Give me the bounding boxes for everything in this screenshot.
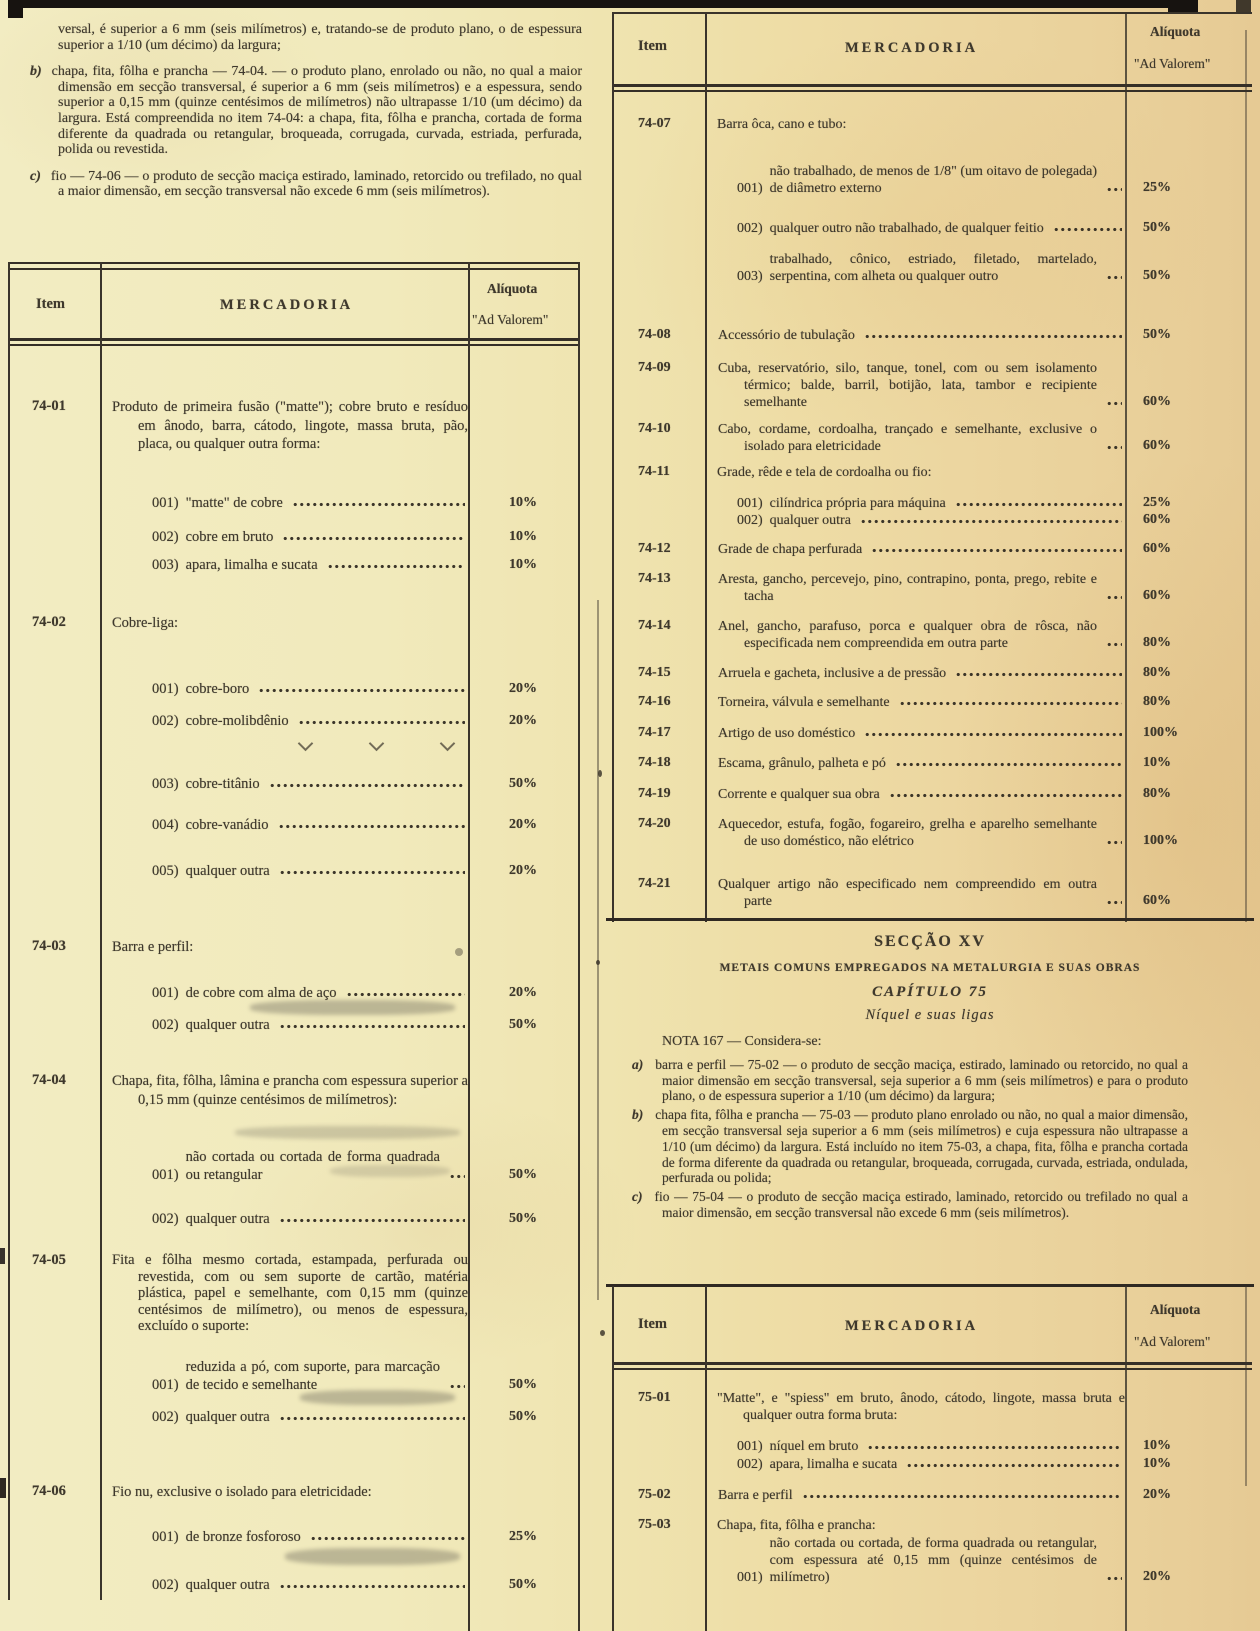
table-subrow <box>8 1408 578 1426</box>
rate-value: 50% <box>1143 268 1171 283</box>
page-fold-line <box>597 600 599 1300</box>
dotted-leader <box>1106 898 1122 907</box>
row-description: Chapa, fita, fôlha e prancha: <box>717 1518 876 1533</box>
table-subrow <box>608 1535 1252 1586</box>
nota-item-a <box>632 1057 1188 1104</box>
dotted-leader <box>310 1534 465 1543</box>
item-code: 75-03 <box>638 1517 671 1532</box>
item-code: 74-19 <box>638 786 671 801</box>
row-description: Fio nu, exclusive o isolado para eletricidade: <box>112 1484 372 1500</box>
sub-item-code: 001) <box>152 1167 179 1183</box>
row-description: Artigo de uso doméstico <box>718 726 856 741</box>
sub-item-text: cilíndrica própria para máquina <box>769 496 946 511</box>
table-subrow <box>8 1358 578 1394</box>
intro-item-text: chapa, fita, fôlha e prancha — 74-04. — o produto plano, enrolado ou não, no qual a maior dimensão em secção transversal, é superior a 6 mm (seis milímetros) e a espessura, sendo superior a 0,15 mm (quinze centésimos de milímetros) não ultrapasse 1/10 (um décimo) da largura. Está compreendida no item 74-04: a chapa, fita, fôlha e prancha, cortada de forma diferente da quadrada ou retangular, broqueada, corrugada, curvada, estriada, perfurada, polida ou revestida. <box>51 64 582 158</box>
nota-item-c <box>632 1189 1188 1221</box>
item-code: 74-16 <box>638 694 671 709</box>
sub-item-text: de bronze fosforoso <box>185 1529 301 1545</box>
sub-item-text: reduzida a pó, com suporte, para marcação de tecido e semelhante <box>185 1359 440 1393</box>
row-description: Grade de chapa perfurada <box>718 542 863 557</box>
scan-smudge <box>235 1126 460 1139</box>
sub-item-text: não cortada ou cortada de forma quadrada ou retangular <box>185 1149 440 1183</box>
table-row <box>608 1487 1252 1504</box>
table-subrow <box>8 816 578 834</box>
column-header-advalorem: "Ad Valorem" <box>472 312 549 327</box>
rate-value: 60% <box>1143 394 1171 409</box>
column-header-item: Item <box>638 38 667 54</box>
item-code: 74-02 <box>32 614 66 630</box>
sub-item-text: qualquer outra <box>185 863 270 879</box>
column-header-aliquota: Alíquota <box>487 281 538 296</box>
sub-item-code: 002) <box>152 713 179 729</box>
rate-value: 50% <box>1143 220 1171 235</box>
sub-item-code: 002) <box>152 1577 179 1593</box>
sub-item-text: qualquer outra <box>185 1017 270 1033</box>
rate-value: 60% <box>1143 588 1171 603</box>
rate-value: 60% <box>1143 893 1171 908</box>
table-subrow <box>608 220 1252 237</box>
column-header-mercadoria: MERCADORIA <box>845 40 979 56</box>
table-row <box>608 464 1252 481</box>
dotted-leader <box>292 500 465 509</box>
row-description: Arruela e gacheta, inclusive a de pressão <box>718 666 947 681</box>
sub-item-code: 001) <box>737 181 763 196</box>
dotted-leader <box>1106 443 1122 452</box>
nota-item-label: b) <box>632 1107 644 1123</box>
column-header-item: Item <box>36 296 65 312</box>
item-code: 74-21 <box>638 876 671 891</box>
table-subrow <box>608 1438 1252 1455</box>
sub-item-text: níquel em bruto <box>769 1439 859 1454</box>
nota-heading: NOTA 167 — Considera-se: <box>662 1034 822 1049</box>
rate-value: 20% <box>509 863 537 878</box>
scan-top-bar <box>8 0 1194 8</box>
rate-value: 10% <box>509 495 537 510</box>
sub-item-text: não cortada ou cortada, de forma quadrada ou retangular, com espessura até 0,15 mm (quinze centésimos de milímetro) <box>769 1536 1097 1585</box>
rate-value: 100% <box>1143 833 1178 848</box>
sub-item-code: 001) <box>152 681 179 697</box>
rate-value: 50% <box>509 1409 537 1424</box>
dotted-leader <box>864 332 1122 341</box>
table-subrow <box>8 1528 578 1546</box>
dotted-leader <box>449 1382 465 1391</box>
row-description: Escama, grânulo, palheta e pó <box>718 756 886 771</box>
rate-value: 80% <box>1143 665 1171 680</box>
row-description: Corrente e qualquer sua obra <box>718 787 880 802</box>
dotted-leader <box>860 517 1122 526</box>
sub-item-text: "matte" de cobre <box>185 495 283 511</box>
sub-item-text: qualquer outro não trabalhado, de qualquer feitio <box>769 221 1044 236</box>
intro-continuation <box>30 22 582 53</box>
table-subrow <box>608 251 1252 285</box>
rate-value: 10% <box>1143 1438 1171 1453</box>
sub-item-code: 002) <box>737 1457 763 1472</box>
sub-item-code: 005) <box>152 863 179 879</box>
sub-item-text: trabalhado, cônico, estriado, filetado, martelado, serpentina, com alheta ou qualquer outro <box>769 252 1097 284</box>
dotted-leader <box>1106 838 1122 847</box>
dotted-leader <box>1106 185 1122 194</box>
sub-item-text: cobre-molibdênio <box>185 713 289 729</box>
table-row <box>608 360 1252 411</box>
table-subrow <box>8 680 578 698</box>
sub-item-text: cobre-vanádio <box>185 817 269 833</box>
rate-value: 10% <box>509 557 537 572</box>
item-code: 75-02 <box>638 1487 671 1502</box>
dotted-leader <box>1053 225 1122 234</box>
row-description: Cobre-liga: <box>112 615 179 631</box>
item-code: 74-15 <box>638 665 671 680</box>
rate-value: 20% <box>509 985 537 1000</box>
nota-item-b <box>632 1107 1188 1186</box>
rate-value: 25% <box>509 1529 537 1544</box>
table-row <box>608 1517 1252 1534</box>
table-subrow <box>8 712 578 730</box>
table-row <box>608 755 1252 772</box>
intro-item-c <box>30 169 582 200</box>
chapter-title: CAPÍTULO 75 <box>872 984 988 1000</box>
dotted-leader <box>955 500 1122 509</box>
rate-value: 25% <box>1143 495 1171 510</box>
sub-item-code: 001) <box>737 496 763 511</box>
rate-value: 100% <box>1143 725 1178 740</box>
rate-value: 10% <box>1143 1456 1171 1471</box>
dotted-leader <box>279 868 465 877</box>
row-description: Aresta, gancho, percevejo, pino, contrapino, ponta, prego, rebite e tacha <box>718 572 1097 604</box>
item-code: 74-03 <box>32 938 66 954</box>
dotted-leader <box>899 699 1122 708</box>
sub-item-code: 004) <box>152 817 179 833</box>
table-subrow <box>8 984 578 1002</box>
item-code: 74-01 <box>32 398 66 414</box>
item-code: 74-06 <box>32 1483 66 1499</box>
rate-value: 25% <box>1143 180 1171 195</box>
column-header-advalorem: "Ad Valorem" <box>1134 56 1211 71</box>
dotted-leader <box>864 730 1122 739</box>
table-row <box>608 816 1252 850</box>
dotted-leader <box>279 1582 465 1591</box>
rate-value: 60% <box>1143 512 1171 527</box>
table-subrow <box>8 775 578 793</box>
table-rule <box>606 1284 1254 1287</box>
sub-item-text: qualquer outra <box>185 1211 270 1227</box>
sub-item-code: 001) <box>152 1377 179 1393</box>
row-description: Qualquer artigo não especificado nem compreendido em outra parte <box>718 877 1097 909</box>
item-code: 74-05 <box>32 1252 66 1268</box>
scan-smudge <box>285 1548 460 1565</box>
table-subrow <box>8 494 578 512</box>
item-code: 74-17 <box>638 725 671 740</box>
table-row <box>8 614 578 633</box>
scan-smudge <box>250 1000 455 1015</box>
sub-item-code: 003) <box>152 776 179 792</box>
sub-item-text: qualquer outra <box>185 1409 270 1425</box>
dotted-leader <box>955 670 1122 679</box>
dotted-leader <box>1106 640 1122 649</box>
column-header-mercadoria: MERCADORIA <box>220 297 354 313</box>
sub-item-code: 001) <box>152 1529 179 1545</box>
row-description: Chapa, fita, fôlha, lâmina e prancha com espessura superior a 0,15 mm (quinze centésimos de milímetros): <box>112 1073 468 1108</box>
dotted-leader <box>279 1216 465 1225</box>
intro-item-b <box>30 64 582 158</box>
item-code: 74-04 <box>32 1072 66 1088</box>
rate-value: 50% <box>509 1211 537 1226</box>
sub-item-code: 001) <box>737 1439 763 1454</box>
sub-item-code: 001) <box>152 985 179 1001</box>
table-subrow <box>8 1576 578 1594</box>
scan-ink-blob <box>0 1248 5 1264</box>
table-subrow <box>608 1456 1252 1473</box>
row-description: Barra e perfil <box>718 1488 793 1503</box>
table-subrow <box>608 512 1252 529</box>
intro-item-label: b) <box>30 64 42 80</box>
item-code: 74-14 <box>638 618 671 633</box>
sub-item-text: qualquer outra <box>769 513 851 528</box>
dotted-leader <box>906 1461 1122 1470</box>
dotted-leader <box>1106 273 1122 282</box>
item-code: 74-12 <box>638 541 671 556</box>
rate-value: 60% <box>1143 438 1171 453</box>
scan-ink-blob <box>1168 0 1198 12</box>
column-header-mercadoria: MERCADORIA <box>845 1318 979 1334</box>
intro-item-text: fio — 74-06 — o produto de secção maciça estirado, laminado, retorcido ou trefilado, no qual a maior dimensão, em secção transversal não excede 6 mm (seis milímetros). <box>50 168 582 200</box>
row-description: Anel, gancho, parafuso, porca e qualquer obra de rôsca, não especificada nem compreendida em outra parte <box>718 619 1097 651</box>
dotted-leader <box>279 1414 465 1423</box>
dotted-leader <box>1106 399 1122 408</box>
sub-item-code: 002) <box>737 513 763 528</box>
dotted-leader <box>282 534 465 543</box>
rate-value: 20% <box>1143 1569 1171 1584</box>
item-code: 74-13 <box>638 571 671 586</box>
table-row <box>8 1072 578 1109</box>
table-row <box>608 665 1252 682</box>
table-subrow <box>608 495 1252 512</box>
table-rule <box>8 338 578 346</box>
table-subrow <box>608 163 1252 197</box>
sub-item-code: 002) <box>152 1017 179 1033</box>
rate-value: 20% <box>509 681 537 696</box>
sub-item-text: apara, limalha e sucata <box>769 1457 898 1472</box>
row-description: "Matte", e "spiess" em bruto, ânodo, cátodo, lingote, massa bruta e qualquer outra forma bruta: <box>717 1391 1125 1423</box>
sub-item-code: 003) <box>152 557 179 573</box>
sub-item-code: 003) <box>737 269 763 284</box>
sub-item-code: 002) <box>152 529 179 545</box>
rate-value: 80% <box>1143 786 1171 801</box>
row-description: Produto de primeira fusão ("matte"); cobre bruto e resíduo em ânodo, barra, cátodo, lingote, massa bruta, pão, placa, ou qualquer outra forma: <box>112 399 468 452</box>
nota-item-label: c) <box>632 1189 643 1205</box>
sub-item-text: não trabalhado, de menos de 1/8" (um oitavo de polegada) de diâmetro externo <box>769 164 1097 196</box>
item-code: 74-08 <box>638 327 671 342</box>
sub-item-code: 002) <box>152 1409 179 1425</box>
intro-continuation-text: versal, é superior a 6 mm (seis milímetros) e, tratando-se de produto plano, o de espessura superior a 1/10 (um décimo) da largura; <box>58 22 582 53</box>
row-description: Aquecedor, estufa, fogão, fogareiro, grelha e aparelho semelhante de uso doméstico, não elétrico <box>718 817 1097 849</box>
item-code: 74-10 <box>638 421 671 436</box>
sub-item-code: 002) <box>737 221 763 236</box>
rate-value: 50% <box>1143 327 1171 342</box>
sub-item-text: cobre-titânio <box>185 776 260 792</box>
dotted-leader <box>449 1172 465 1181</box>
table-subrow <box>8 1016 578 1034</box>
dotted-leader <box>895 760 1122 769</box>
row-description: Cabo, cordame, cordoalha, trançado e semelhante, exclusive o isolado para eletricidade <box>718 422 1097 454</box>
table-row <box>608 421 1252 455</box>
sub-item-code: 001) <box>737 1570 763 1585</box>
rate-value: 80% <box>1143 635 1171 650</box>
table-subrow <box>8 1210 578 1228</box>
table-rule <box>612 84 1252 92</box>
rate-value: 10% <box>509 529 537 544</box>
sub-item-text: de cobre com alma de aço <box>185 985 337 1001</box>
table-row <box>608 786 1252 803</box>
table-border <box>578 262 580 1631</box>
nota-item-text: chapa fita, fôlha e prancha — 75-03 — produto plano enrolado ou não, no qual a maior dimensão, em secção transversal seja superior a 6 mm (seis milímetros) e cuja espessura não ultrapasse a 1/10 (um décimo) da largura. Está incluído no item 75-03, a chapa, fita, fôlha e prancha cortada de forma diferente da quadrada ou retangular, broqueada, corrugada, curvada, estriada, ondulada, perfurada ou polida; <box>655 1107 1188 1186</box>
table-rule <box>612 1362 1252 1370</box>
sub-item-text: qualquer outra <box>185 1577 270 1593</box>
row-description: Fita e fôlha mesmo cortada, estampada, perfurada ou revestida, com ou sem suporte de cartão, matéria plástica, papel e semelhante, com 0,15 mm (quinze centésimos de milímetro), ou menos de espessura, excluído o suporte: <box>112 1252 468 1334</box>
table-rule <box>8 262 578 270</box>
sub-item-text: apara, limalha e sucata <box>185 557 318 573</box>
dotted-leader <box>346 990 465 999</box>
scan-ink-blob <box>8 0 23 18</box>
rate-value: 60% <box>1143 541 1171 556</box>
nota-item-text: fio — 75-04 — o produto de secção maciça estirado, laminado, retorcido ou trefilado no qual a maior dimensão, em secção transversal não excede 6 mm (seis milímetros). <box>654 1189 1188 1220</box>
table-row <box>608 116 1252 133</box>
table-row <box>608 725 1252 742</box>
table-row <box>8 398 578 454</box>
chapter-subtitle: Níquel e suas ligas <box>865 1007 995 1023</box>
sub-item-code: 002) <box>152 1211 179 1227</box>
dotted-leader <box>1106 1574 1122 1583</box>
section-title: SECÇÃO XV <box>874 933 986 950</box>
rate-value: 50% <box>509 1377 537 1392</box>
table-row <box>608 541 1252 558</box>
item-code: 74-18 <box>638 755 671 770</box>
table-subrow <box>8 1148 578 1184</box>
dotted-leader <box>279 1022 465 1031</box>
dotted-leader <box>1106 593 1122 602</box>
sub-item-text: cobre em bruto <box>185 529 274 545</box>
table-row <box>608 327 1252 344</box>
row-description: Barra e perfil: <box>112 939 194 955</box>
sub-item-code: 001) <box>152 495 179 511</box>
table-row <box>608 571 1252 605</box>
table-row <box>608 618 1252 652</box>
row-description: Accessório de tubulação <box>718 328 855 343</box>
row-description: Torneira, válvula e semelhante <box>718 695 890 710</box>
dotted-leader <box>871 546 1122 555</box>
item-code: 74-20 <box>638 816 671 831</box>
rate-value: 80% <box>1143 694 1171 709</box>
dotted-leader <box>889 791 1122 800</box>
table-subrow <box>8 528 578 546</box>
table-row <box>8 1252 578 1335</box>
table-border <box>8 262 10 1600</box>
nota-167 <box>632 1034 1188 1224</box>
rate-value: 50% <box>509 1017 537 1032</box>
rate-value: 20% <box>1143 1487 1171 1502</box>
table-row <box>8 938 578 957</box>
intro-notes <box>30 22 582 211</box>
section-subtitle: METAIS COMUNS EMPREGADOS NA METALURGIA E SUAS OBRAS <box>719 962 1141 974</box>
table-row <box>608 1390 1252 1424</box>
item-code: 75-01 <box>638 1390 671 1405</box>
dotted-leader <box>867 1443 1122 1452</box>
rate-value: 50% <box>509 776 537 791</box>
item-code: 74-07 <box>638 116 671 131</box>
scan-pen-marks <box>300 738 453 749</box>
dotted-leader <box>802 1492 1122 1501</box>
row-description: Cuba, reservatório, silo, tanque, tonel, com ou sem isolamento térmico; balde, barril, botijão, lata, tambor e recipiente semelhante <box>718 361 1097 410</box>
column-header-advalorem: "Ad Valorem" <box>1134 1334 1211 1349</box>
row-description: Grade, rêde e tela de cordoalha ou fio: <box>717 465 932 480</box>
column-header-aliquota: Alíquota <box>1150 24 1201 39</box>
table-subrow <box>8 862 578 880</box>
table-row <box>608 694 1252 711</box>
item-code: 74-11 <box>638 464 670 479</box>
dotted-leader <box>327 562 465 571</box>
rate-value: 50% <box>509 1577 537 1592</box>
dotted-leader <box>269 781 465 790</box>
table-row <box>8 1483 578 1502</box>
column-header-item: Item <box>638 1316 667 1332</box>
dotted-leader <box>298 718 465 727</box>
rate-value: 20% <box>509 817 537 832</box>
intro-item-label: c) <box>30 168 41 184</box>
row-description: Barra ôca, cano e tubo: <box>717 117 847 132</box>
rate-value: 20% <box>509 713 537 728</box>
dotted-leader <box>278 822 465 831</box>
nota-item-text: barra e perfil — 75-02 — o produto de secção maciça, estirado, laminado ou retorcido, no qual a maior dimensão em secção transversal, seja superior a 6 mm (seis milímetros) e para o produto plano, o de espessura superior a 1/10 (um décimo) da largura; <box>655 1056 1188 1104</box>
rate-value: 10% <box>1143 755 1171 770</box>
nota-item-label: a) <box>632 1056 644 1072</box>
table-subrow <box>8 556 578 574</box>
table-rule <box>612 12 1252 14</box>
dotted-leader <box>258 686 465 695</box>
item-code: 74-09 <box>638 360 671 375</box>
scan-ink-blob <box>0 1478 6 1498</box>
sub-item-text: cobre-boro <box>185 681 250 697</box>
table-row <box>608 876 1252 910</box>
table-border <box>100 262 102 1600</box>
rate-value: 50% <box>509 1167 537 1182</box>
table-rule <box>606 918 1254 921</box>
column-header-aliquota: Alíquota <box>1150 1302 1201 1317</box>
